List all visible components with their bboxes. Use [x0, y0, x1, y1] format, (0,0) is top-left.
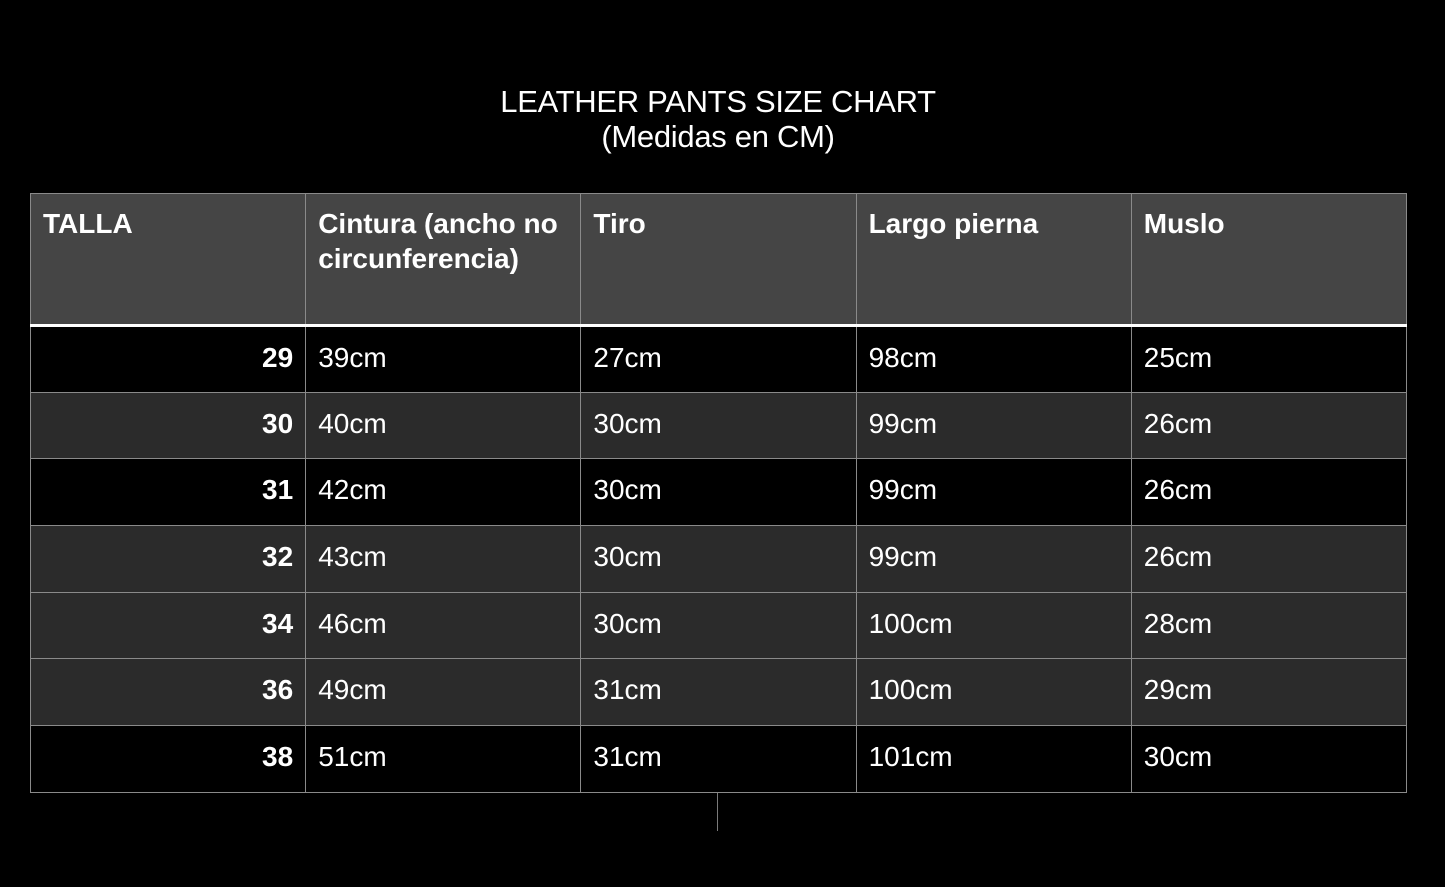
cell-tiro: 31cm	[581, 726, 856, 793]
table-header	[31, 194, 1407, 326]
cell-cintura: 49cm	[306, 659, 581, 726]
cell-talla: 31	[31, 459, 306, 526]
table-row	[31, 726, 1407, 793]
cell-talla: 38	[31, 726, 306, 793]
table-body	[31, 326, 1407, 793]
header-tiro: Tiro	[581, 194, 856, 326]
cell-talla: 32	[31, 526, 306, 593]
bottom-divider	[717, 793, 718, 831]
cell-talla: 30	[31, 392, 306, 459]
cell-tiro: 30cm	[581, 392, 856, 459]
cell-muslo: 25cm	[1131, 326, 1406, 393]
cell-tiro: 30cm	[581, 526, 856, 593]
cell-cintura: 40cm	[306, 392, 581, 459]
table-row	[31, 526, 1407, 593]
cell-tiro: 30cm	[581, 592, 856, 659]
cell-cintura: 46cm	[306, 592, 581, 659]
cell-muslo: 26cm	[1131, 392, 1406, 459]
cell-cintura: 51cm	[306, 726, 581, 793]
cell-cintura: 42cm	[306, 459, 581, 526]
cell-largo-pierna: 98cm	[856, 326, 1131, 393]
table-row	[31, 459, 1407, 526]
chart-title-line-2: (Medidas en CM)	[601, 119, 835, 154]
cell-largo-pierna: 101cm	[856, 726, 1131, 793]
cell-muslo: 26cm	[1131, 526, 1406, 593]
cell-muslo: 28cm	[1131, 592, 1406, 659]
chart-title-line-1: LEATHER PANTS SIZE CHART	[500, 84, 936, 119]
cell-muslo: 29cm	[1131, 659, 1406, 726]
header-cintura: Cintura (ancho no circunferencia)	[306, 194, 581, 326]
table-row	[31, 592, 1407, 659]
cell-cintura: 43cm	[306, 526, 581, 593]
cell-largo-pierna: 100cm	[856, 592, 1131, 659]
cell-muslo: 26cm	[1131, 459, 1406, 526]
cell-tiro: 27cm	[581, 326, 856, 393]
cell-largo-pierna: 100cm	[856, 659, 1131, 726]
cell-talla: 36	[31, 659, 306, 726]
header-largo-pierna: Largo pierna	[856, 194, 1131, 326]
cell-largo-pierna: 99cm	[856, 392, 1131, 459]
chart-title	[0, 84, 1436, 154]
cell-muslo: 30cm	[1131, 726, 1406, 793]
table-row	[31, 392, 1407, 459]
size-chart-table	[30, 193, 1407, 793]
cell-largo-pierna: 99cm	[856, 459, 1131, 526]
header-talla: TALLA	[31, 194, 306, 326]
cell-talla: 34	[31, 592, 306, 659]
cell-tiro: 31cm	[581, 659, 856, 726]
header-row	[31, 194, 1407, 326]
cell-largo-pierna: 99cm	[856, 526, 1131, 593]
table-row	[31, 326, 1407, 393]
table-row	[31, 659, 1407, 726]
cell-cintura: 39cm	[306, 326, 581, 393]
header-muslo: Muslo	[1131, 194, 1406, 326]
cell-tiro: 30cm	[581, 459, 856, 526]
cell-talla: 29	[31, 326, 306, 393]
